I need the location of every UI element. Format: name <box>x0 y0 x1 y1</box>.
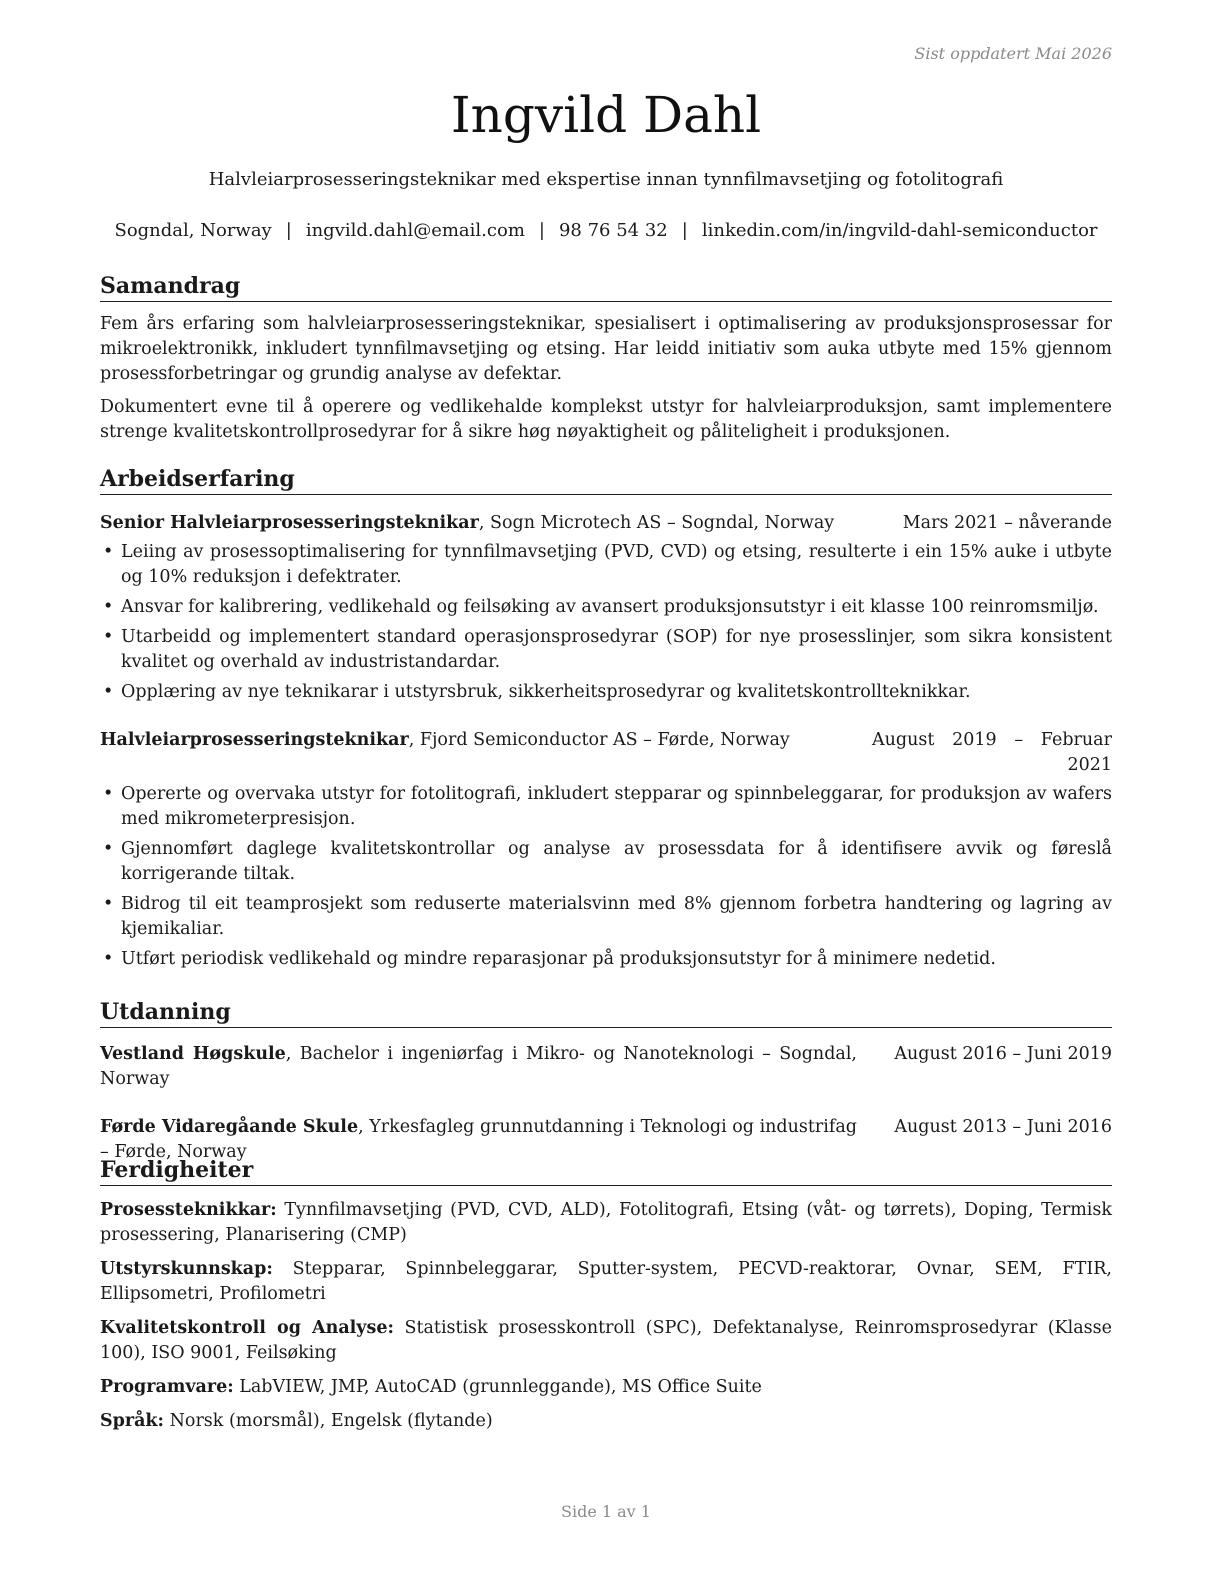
education-detail: , Yrkesfagleg grunnutdanning i Teknologi og industrifag – Førde, Norway <box>100 1117 857 1162</box>
contact-separator: | <box>538 220 545 241</box>
job-dates: Mars 2021 – nåverande <box>902 513 1112 533</box>
job-header <box>100 728 1112 778</box>
job-employer: , Sogn Microtech AS – Sogndal, Norway <box>478 513 835 533</box>
job-bullets <box>100 540 1112 705</box>
section-title-experience: Arbeidserfaring <box>100 465 1112 495</box>
job-role: Senior Halvleiarprosesseringsteknikar <box>100 513 479 533</box>
job-entry <box>100 728 1112 972</box>
skill-row <box>100 1316 1112 1366</box>
bullet-text: Leiing av prosessoptimalisering for tynnfilmavsetjing (PVD, CVD) og etsing, resulterte i ein 15% auke i utbyte og 10% reduksjon i defektrater. <box>121 542 1112 587</box>
list-item: • Opplæring av nye teknikarar i utstyrsbruk, sikkerheitsprosedyrar og kvalitetskontrollteknikkar. <box>103 682 971 702</box>
skill-label: Prosessteknikkar: <box>100 1200 277 1220</box>
experience-section <box>100 465 1112 977</box>
skill-row <box>100 1257 1112 1307</box>
list-item: • Utført periodisk vedlikehald og mindre reparasjonar på produksjonsutstyr for å minimere nedetid. <box>103 949 996 969</box>
list-item: • Gjennomført daglege kvalitetskontrollar og analyse av prosessdata for å identifisere avvik og føreslå korrigerande tiltak. <box>103 839 1112 884</box>
contact-location: Sogndal, Norway <box>114 220 272 241</box>
education-dates: August 2013 – Juni 2016 <box>894 1117 1112 1137</box>
skill-row <box>100 1375 1112 1400</box>
bullet-text: Opererte og overvaka utstyr for fotolitografi, inkludert stepparar og spinnbeleggarar, for produksjon av wafers med mikrometerpresisjon. <box>121 784 1112 829</box>
education-entry <box>100 1042 1112 1092</box>
skill-text: Tynnfilmavsetjing (PVD, CVD, ALD), Fotolitografi, Etsing (våt- og tørrets), Doping, Termisk prosessering, Planarisering (CMP) <box>100 1200 1112 1245</box>
bullet-text: Gjennomført daglege kvalitetskontrollar og analyse av prosessdata for å identifisere avvik og føreslå korrigerande tiltak. <box>121 839 1112 884</box>
skill-label: Programvare: <box>100 1377 234 1397</box>
education-detail: , Bachelor i ingeniørfag i Mikro- og Nanoteknologi – Sogndal, Norway <box>100 1044 857 1089</box>
education-dates: August 2016 – Juni 2019 <box>894 1044 1112 1064</box>
contact-line <box>100 220 1112 241</box>
contact-separator: | <box>681 220 688 241</box>
bullet-text: Ansvar for kalibrering, vedlikehald og feilsøking av avansert produksjonsutstyr i eit klasse 100 reinromsmiljø. <box>121 597 1099 617</box>
job-role: Halvleiarprosesseringsteknikar <box>100 730 409 750</box>
contact-linkedin[interactable]: linkedin.com/in/ingvild-dahl-semiconductor <box>701 220 1098 241</box>
skills-section <box>100 1156 1112 1443</box>
school-name: Førde Vidaregåande Skule <box>100 1117 359 1137</box>
tagline: Halvleiarprosesseringsteknikar med ekspertise innan tynnfilmavsetjing og fotolitografi <box>208 169 1004 190</box>
page-number: Side 1 av 1 <box>561 1502 651 1521</box>
skill-label: Utstyrskunnskap: <box>100 1259 273 1279</box>
summary-section <box>100 272 1112 445</box>
job-bullets <box>100 782 1112 972</box>
education-section <box>100 998 1112 1165</box>
contact-email[interactable]: ingvild.dahl@email.com <box>305 220 525 241</box>
job-header <box>100 511 1112 536</box>
bullet-text: Utarbeidd og implementert standard operasjonsprosedyrar (SOP) for nye prosesslinjer, som sikra konsistent kvalitet og overhald av industristandardar. <box>121 627 1112 672</box>
section-title-summary: Samandrag <box>100 272 1112 302</box>
summary-paragraph: Dokumentert evne til å operere og vedlikehalde komplekst utstyr for halvleiarproduksjon, samt implementere strenge kvalitetskontrollprosedyrar for å sikre høg nøyaktigheit og påliteligheit i produksjonen. <box>100 397 1112 442</box>
skill-label: Språk: <box>100 1411 165 1431</box>
skill-row <box>100 1409 1112 1434</box>
school-name: Vestland Høgskule <box>100 1044 286 1064</box>
bullet-text: Utført periodisk vedlikehald og mindre reparasjonar på produksjonsutstyr for å minimere nedetid. <box>121 949 996 969</box>
section-title-skills: Ferdigheiter <box>100 1156 1112 1186</box>
list-item: • Bidrog til eit teamprosjekt som reduserte materialsvinn med 8% gjennom forbetra handtering og lagring av kjemikaliar. <box>103 894 1112 939</box>
skill-text: Statistisk prosesskontroll (SPC), Defektanalyse, Reinromsprosedyrar (Klasse 100), ISO 9001, Feilsøking <box>100 1318 1112 1363</box>
bullet-text: Bidrog til eit teamprosjekt som reduserte materialsvinn med 8% gjennom forbetra handtering og lagring av kjemikaliar. <box>121 894 1112 939</box>
resume-page <box>100 0 1112 1584</box>
skill-label: Kvalitetskontroll og Analyse: <box>100 1318 394 1338</box>
last-updated: Sist oppdatert Mai 2026 <box>914 44 1112 63</box>
section-title-education: Utdanning <box>100 998 1112 1028</box>
skill-text: LabVIEW, JMP, AutoCAD (grunnleggande), MS Office Suite <box>233 1377 762 1397</box>
contact-separator: | <box>285 220 292 241</box>
list-item: • Utarbeidd og implementert standard operasjonsprosedyrar (SOP) for nye prosesslinjer, som sikra konsistent kvalitet og overhald av industristandardar. <box>103 627 1112 672</box>
bullet-text: Opplæring av nye teknikarar i utstyrsbruk, sikkerheitsprosedyrar og kvalitetskontrollteknikkar. <box>121 682 971 702</box>
list-item: • Leiing av prosessoptimalisering for tynnfilmavsetjing (PVD, CVD) og etsing, resulterte i ein 15% auke i utbyte og 10% reduksjon i defektrater. <box>103 542 1112 587</box>
list-item: • Ansvar for kalibrering, vedlikehald og feilsøking av avansert produksjonsutstyr i eit klasse 100 reinromsmiljø. <box>103 597 1099 617</box>
candidate-name: Ingvild Dahl <box>450 86 762 144</box>
job-employer: , Fjord Semiconductor AS – Førde, Norway <box>408 730 790 750</box>
contact-phone: 98 76 54 32 <box>558 220 668 241</box>
list-item: • Opererte og overvaka utstyr for fotolitografi, inkludert stepparar og spinnbeleggarar, for produksjon av wafers med mikrometerpresisjon. <box>103 784 1112 829</box>
summary-paragraph: Fem års erfaring som halvleiarprosesseringsteknikar, spesialisert i optimalisering av produksjonsprosessar for mikroelektronikk, inkludert tynnfilmavsetjing og etsing. Har leidd initiativ som auka utbyte med 15% gjennom prosessforbetringar og grundig analyse av defektar. <box>100 314 1112 384</box>
skill-row <box>100 1198 1112 1248</box>
skill-text: Stepparar, Spinnbeleggarar, Sputter-system, PECVD-reaktorar, Ovnar, SEM, FTIR, Ellipsometri, Profilometri <box>100 1259 1112 1304</box>
job-dates: August 2019 – Februar 2021 <box>872 730 1112 775</box>
skill-text: Norsk (morsmål), Engelsk (flytande) <box>164 1411 493 1431</box>
job-entry <box>100 511 1112 705</box>
